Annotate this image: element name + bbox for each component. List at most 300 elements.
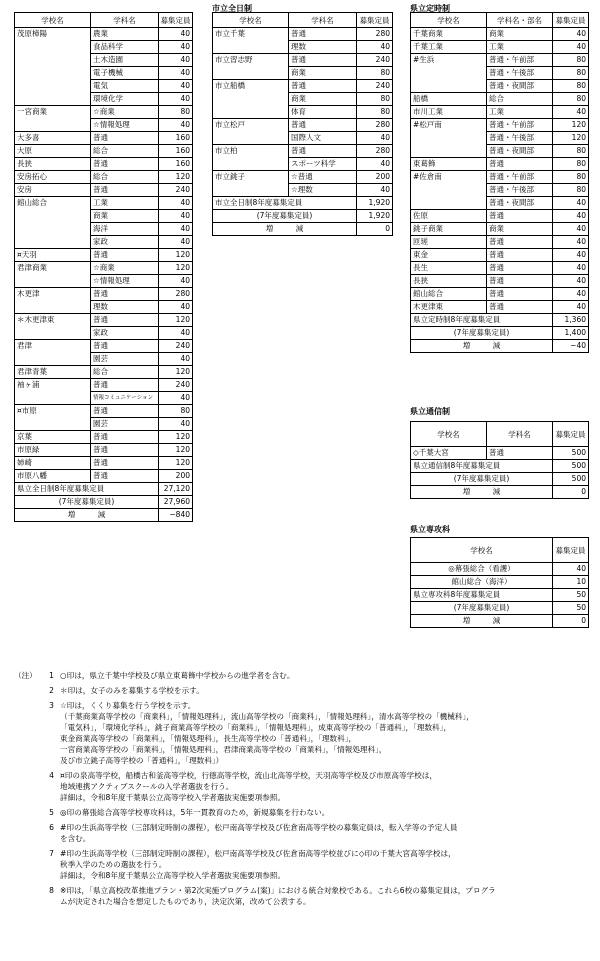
dept-name: 農業: [91, 28, 159, 41]
school-name: 大原: [15, 145, 91, 158]
capacity: 120: [159, 366, 193, 379]
note-number: 4: [49, 771, 54, 780]
prev-row-value: 27,960: [159, 496, 193, 509]
capacity: 240: [159, 340, 193, 353]
note-body: [60, 807, 594, 818]
note-body: [60, 770, 594, 803]
capacity: 120: [159, 171, 193, 184]
notes-head-spacer: [14, 822, 40, 844]
capacity: 40: [553, 210, 589, 223]
school-name: ¤市原: [15, 405, 91, 431]
capacity: 40: [357, 184, 393, 197]
table-row: [411, 28, 589, 41]
col-dept: 学科名: [91, 13, 159, 28]
capacity: 40: [553, 236, 589, 249]
note-number: 8: [49, 886, 54, 895]
total-row: [411, 314, 589, 327]
total-row-value: 27,120: [159, 483, 193, 496]
prev-row-label: (7年度募集定員): [411, 602, 553, 615]
capacity: 40: [159, 41, 193, 54]
school-name: 東葛飾: [411, 158, 487, 171]
dept-name: 普通・午後部: [487, 67, 553, 80]
note-number: 5: [49, 808, 54, 817]
school-name: 長狭: [411, 275, 487, 288]
capacity: 120: [159, 249, 193, 262]
notes-head: （注）: [14, 671, 37, 680]
note-item: [14, 822, 594, 844]
pub-spec-title: 県立専攻科: [410, 525, 450, 534]
diff-row-label: 増 減: [15, 509, 159, 522]
dept-name: 普通: [91, 288, 159, 301]
school-name: 君津青葉: [15, 366, 91, 379]
note-line: #印の生浜高等学校（三部制定時制の課程），松戸南高等学校及び佐倉南高等学校並びに◇印の千葉大宮高等学校は，: [60, 849, 456, 858]
capacity: 200: [357, 171, 393, 184]
school-name: 市原八幡: [15, 470, 91, 483]
diff-row-value: 0: [553, 486, 589, 499]
note-item: [14, 807, 594, 818]
diff-row-value: 0: [357, 223, 393, 236]
dept-name: 体育: [289, 106, 357, 119]
table-row: [411, 171, 589, 184]
dept-name: 商業: [487, 28, 553, 41]
dept-name: ☆商業: [91, 106, 159, 119]
dept-name: ☆理数: [289, 184, 357, 197]
capacity: 80: [357, 93, 393, 106]
pub-corr-title: 県立通信制: [410, 407, 450, 416]
dept-name: 商業: [289, 67, 357, 80]
note-number: 7: [49, 849, 54, 858]
capacity: 280: [357, 28, 393, 41]
dept-name: 普通: [487, 262, 553, 275]
table-row: [15, 132, 193, 145]
school-name: ◇千葉大宮: [411, 447, 487, 460]
prev-row-value: 50: [553, 602, 589, 615]
notes-head-spacer: [14, 770, 40, 803]
capacity: 40: [553, 249, 589, 262]
table-row: [213, 80, 393, 93]
pub-part-table: [410, 12, 589, 353]
dept-name: 普通: [91, 314, 159, 327]
dept-name: 普通・午前部: [487, 54, 553, 67]
total-row: [15, 483, 193, 496]
note-line: ◎印の幕張総合高等学校専攻科は，5年一貫教育のため，新規募集を行わない。: [60, 808, 330, 817]
dept-name: 普通: [91, 158, 159, 171]
capacity: 40: [159, 301, 193, 314]
table-row: [213, 119, 393, 132]
note-line: 及び市立銚子高等学校の「普通科」，「理数科」）: [60, 756, 224, 765]
school-name: ＊木更津東: [15, 314, 91, 340]
school-name: 館山総合: [411, 288, 487, 301]
total-row-label: 県立専攻科8年度募集定員: [411, 589, 553, 602]
capacity: 40: [159, 197, 193, 210]
pub-part-title: 県立定時制: [410, 4, 450, 13]
school-name: 安房拓心: [15, 171, 91, 184]
capacity: 40: [159, 353, 193, 366]
capacity: 240: [159, 379, 193, 392]
school-name: 市立松戸: [213, 119, 289, 145]
dept-name: 工業: [91, 197, 159, 210]
capacity: 40: [159, 54, 193, 67]
capacity: 160: [159, 132, 193, 145]
school-name: 市立習志野: [213, 54, 289, 80]
capacity: 80: [553, 184, 589, 197]
school-name: 市立柏: [213, 145, 289, 171]
note-body: [60, 685, 594, 696]
note-line: ○印は，県立千葉中学校及び県立東葛飾中学校からの進学者を含む。: [60, 671, 295, 680]
dept-name: 普通: [487, 236, 553, 249]
dept-name: 普通: [487, 158, 553, 171]
table-row: [411, 119, 589, 132]
note-item: [14, 670, 594, 681]
dept-name: 情報コミュニケーション: [91, 392, 159, 405]
table-row: [15, 28, 193, 41]
capacity: 80: [553, 54, 589, 67]
capacity: 80: [357, 106, 393, 119]
capacity: 40: [553, 288, 589, 301]
total-row-value: 50: [553, 589, 589, 602]
table-row: [15, 431, 193, 444]
pub-spec-table: [410, 537, 589, 628]
capacity: 120: [553, 132, 589, 145]
school-name: 京葉: [15, 431, 91, 444]
table-row: [411, 563, 589, 576]
notes-head-spacer: [14, 807, 40, 818]
table-row: [15, 171, 193, 184]
note-body: [60, 670, 594, 681]
table-row: [15, 314, 193, 327]
capacity: 280: [159, 288, 193, 301]
table-row: [411, 249, 589, 262]
diff-row: [411, 486, 589, 499]
capacity: 280: [357, 119, 393, 132]
capacity: 80: [553, 67, 589, 80]
capacity: 40: [159, 28, 193, 41]
table-row: [411, 275, 589, 288]
table-row: [411, 106, 589, 119]
col-school: 学校名: [411, 538, 553, 563]
capacity: 40: [159, 392, 193, 405]
diff-row-label: 増 減: [411, 340, 553, 353]
note-line: 詳細は，令和8年度千葉県公立高等学校入学者選抜実施要項参照。: [60, 793, 286, 802]
table-row: [411, 54, 589, 67]
capacity: 280: [357, 145, 393, 158]
diff-row-label: 増 減: [411, 486, 553, 499]
capacity: 40: [159, 236, 193, 249]
table-row: [411, 576, 589, 589]
school-name: 館山総合（海洋）: [411, 576, 553, 589]
pub-full-table: [14, 12, 193, 522]
table-row: [411, 223, 589, 236]
table-row: [411, 236, 589, 249]
dept-name: 家政: [91, 236, 159, 249]
table-row: [411, 447, 589, 460]
dept-name: 普通: [91, 379, 159, 392]
capacity: 80: [553, 93, 589, 106]
table-row: [15, 470, 193, 483]
note-number: 6: [49, 823, 54, 832]
dept-name: 普通・午後部: [487, 184, 553, 197]
dept-name: 普通: [289, 80, 357, 93]
capacity: 40: [553, 41, 589, 54]
dept-name: 普通・夜間部: [487, 80, 553, 93]
capacity: 40: [357, 158, 393, 171]
capacity: 80: [553, 171, 589, 184]
col-cap: 募集定員: [553, 422, 589, 447]
table-row: [411, 93, 589, 106]
note-body: [60, 885, 594, 907]
capacity: 40: [553, 275, 589, 288]
capacity: 120: [159, 262, 193, 275]
note-line: ※印は，「県立高校改革推進プラン・第2次実施プログラム(案)」における統合対象校である。これら6校の募集定員は，プログラ: [60, 886, 496, 895]
diff-row-value: −840: [159, 509, 193, 522]
dept-name: 商業: [289, 93, 357, 106]
col-dept: 学科名: [289, 13, 357, 28]
dept-name: 普通: [91, 184, 159, 197]
school-name: 千葉工業: [411, 41, 487, 54]
col-school: 学校名: [411, 13, 487, 28]
table-row: [15, 249, 193, 262]
table-row: [411, 41, 589, 54]
school-name: 君津商業: [15, 262, 91, 288]
dept-name: 土木造園: [91, 54, 159, 67]
dept-name: 海洋: [91, 223, 159, 236]
diff-row-label: 増 減: [411, 615, 553, 628]
table-row: [213, 54, 393, 67]
prev-row: [213, 210, 393, 223]
note-item: [14, 770, 594, 803]
capacity: 80: [553, 80, 589, 93]
note-line: #印の生浜高等学校（三部制定時制の課程），松戸南高等学校及び佐倉南高等学校の募集定員は，転入学等の予定人員: [60, 823, 458, 832]
diff-row-label: 増 減: [213, 223, 357, 236]
capacity: 40: [553, 563, 589, 576]
diff-row-value: −40: [553, 340, 589, 353]
table-row: [213, 28, 393, 41]
table-row: [15, 197, 193, 210]
diff-row: [15, 509, 193, 522]
capacity: 240: [357, 80, 393, 93]
dept-name: 普通・夜間部: [487, 145, 553, 158]
table-row: [213, 145, 393, 158]
dept-name: 普通・夜間部: [487, 197, 553, 210]
dept-name: 商業: [487, 223, 553, 236]
table-row: [213, 171, 393, 184]
school-name: #佐倉南: [411, 171, 487, 210]
capacity: 40: [553, 262, 589, 275]
capacity: 240: [159, 184, 193, 197]
table-row: [15, 340, 193, 353]
dept-name: 普通: [487, 301, 553, 314]
capacity: 40: [553, 301, 589, 314]
notes-head-spacer: [14, 848, 40, 881]
dept-name: 普通: [487, 288, 553, 301]
total-row-label: 県立通信制8年度募集定員: [411, 460, 553, 473]
school-name: 君津: [15, 340, 91, 366]
note-item: [14, 885, 594, 907]
capacity: 40: [159, 275, 193, 288]
note-body: [60, 822, 594, 844]
capacity: 160: [159, 158, 193, 171]
note-item: [14, 700, 594, 766]
capacity: 120: [159, 457, 193, 470]
diff-row: [411, 340, 589, 353]
dept-name: 普通: [91, 431, 159, 444]
dept-name: 普通: [91, 132, 159, 145]
total-row: [411, 460, 589, 473]
capacity: 80: [159, 106, 193, 119]
note-line: 一宮商業高等学校の「商業科」，「情報処理科」，君津商業高等学校の「商業科」，「情報処理科」，: [60, 745, 387, 754]
dept-name: 普通: [91, 405, 159, 418]
school-name: 茂原樟陽: [15, 28, 91, 106]
table-row: [15, 288, 193, 301]
school-name: 市原緑: [15, 444, 91, 457]
dept-name: ☆商業: [91, 262, 159, 275]
table-row: [15, 457, 193, 470]
total-row-label: 県立定時制8年度募集定員: [411, 314, 553, 327]
capacity: 40: [357, 41, 393, 54]
dept-name: 商業: [91, 210, 159, 223]
dept-name: 普通: [289, 54, 357, 67]
dept-name: 電気: [91, 80, 159, 93]
pub-corr-table: [410, 421, 589, 499]
school-name: 木更津: [15, 288, 91, 314]
table-row: [15, 379, 193, 392]
school-name: ¤天羽: [15, 249, 91, 262]
note-line: ¤印の泉高等学校，船橋古和釜高等学校，行徳高等学校，流山北高等学校，天羽高等学校及び市原高等学校は，: [60, 771, 437, 780]
dept-name: ☆情報処理: [91, 275, 159, 288]
dept-name: 普通: [487, 249, 553, 262]
dept-name: 国際人文: [289, 132, 357, 145]
dept-name: 総合: [91, 171, 159, 184]
capacity: 80: [159, 405, 193, 418]
capacity: 120: [159, 444, 193, 457]
table-row: [15, 158, 193, 171]
col-cap: 募集定員: [553, 538, 589, 563]
dept-name: ☆普通: [289, 171, 357, 184]
col-cap: 募集定員: [357, 13, 393, 28]
school-name: 船橋: [411, 93, 487, 106]
note-line: 詳細は，令和8年度千葉県公立高等学校入学者選抜実施要項参照。: [60, 871, 286, 880]
dept-name: 工業: [487, 106, 553, 119]
capacity: 40: [159, 223, 193, 236]
capacity: 40: [159, 80, 193, 93]
dept-name: ☆情報処理: [91, 119, 159, 132]
prev-row-value: 1,920: [357, 210, 393, 223]
school-name: 市立船橋: [213, 80, 289, 119]
note-body: [60, 848, 594, 881]
note-line: 東金商業高等学校の「商業科」，「情報処理科」，長生高等学校の「普通科」，「理数科」，: [60, 734, 357, 743]
school-name: 長生: [411, 262, 487, 275]
school-name: 大多喜: [15, 132, 91, 145]
capacity: 80: [553, 158, 589, 171]
capacity: 40: [357, 132, 393, 145]
total-row-value: 500: [553, 460, 589, 473]
prev-row: [411, 327, 589, 340]
capacity: 40: [553, 106, 589, 119]
dept-name: 理数: [289, 41, 357, 54]
school-name: #生浜: [411, 54, 487, 93]
dept-name: 工業: [487, 41, 553, 54]
dept-name: 普通: [91, 470, 159, 483]
dept-name: スポーツ科学: [289, 158, 357, 171]
note-number: 3: [49, 701, 54, 710]
capacity: 200: [159, 470, 193, 483]
capacity: 40: [159, 67, 193, 80]
table-row: [15, 106, 193, 119]
capacity: 240: [357, 54, 393, 67]
dept-name: 普通: [91, 457, 159, 470]
dept-name: 普通: [289, 119, 357, 132]
school-name: 市立千葉: [213, 28, 289, 54]
table-row: [15, 262, 193, 275]
dept-name: 普通: [91, 249, 159, 262]
city-full-table: [212, 12, 393, 236]
capacity: 40: [159, 119, 193, 132]
dept-name: 普通・午前部: [487, 119, 553, 132]
note-line: （千葉商業高等学校の「商業科」，「情報処理科」，流山高等学校の「商業科」，「情報処理科」，清水高等学校の「機械科」，: [60, 712, 474, 721]
capacity: 120: [553, 119, 589, 132]
note-line: 秋季入学のための選抜を行う。: [60, 860, 167, 869]
notes-head-spacer: [14, 700, 40, 766]
dept-name: 普通: [91, 444, 159, 457]
school-name: 木更津東: [411, 301, 487, 314]
prev-row-label: (7年度募集定員): [15, 496, 159, 509]
school-name: 東金: [411, 249, 487, 262]
capacity: 40: [159, 93, 193, 106]
note-body: [60, 700, 594, 766]
dept-name: 園芸: [91, 353, 159, 366]
dept-name: 普通: [487, 275, 553, 288]
prev-row: [411, 473, 589, 486]
capacity: 40: [553, 28, 589, 41]
dept-name: 総合: [487, 93, 553, 106]
note-line: を含む。: [60, 834, 91, 843]
table-row: [411, 210, 589, 223]
school-name: 一宮商業: [15, 106, 91, 132]
prev-row-label: (7年度募集定員): [411, 473, 553, 486]
school-name: 長狭: [15, 158, 91, 171]
school-name: 千葉商業: [411, 28, 487, 41]
dept-name: 普通: [487, 210, 553, 223]
capacity: 120: [159, 431, 193, 444]
table-row: [411, 301, 589, 314]
dept-name: 総合: [91, 145, 159, 158]
capacity: 10: [553, 576, 589, 589]
table-row: [15, 145, 193, 158]
note-line: ☆印は，くくり募集を行う学校を示す。: [60, 701, 196, 710]
dept-name: 食品科学: [91, 41, 159, 54]
dept-name: 家政: [91, 327, 159, 340]
school-name: 安房: [15, 184, 91, 197]
table-row: [411, 288, 589, 301]
prev-row-label: (7年度募集定員): [213, 210, 357, 223]
dept-name: 普通: [289, 28, 357, 41]
col-school: 学校名: [15, 13, 91, 28]
diff-row-value: 0: [553, 615, 589, 628]
prev-row: [411, 602, 589, 615]
notes-head-spacer: [14, 685, 40, 696]
school-name: ◎幕張総合（看護）: [411, 563, 553, 576]
note-line: ＊印は，女子のみを募集する学校を示す。: [60, 686, 204, 695]
col-cap: 募集定員: [159, 13, 193, 28]
capacity: 80: [553, 145, 589, 158]
col-school: 学校名: [213, 13, 289, 28]
table-row: [15, 184, 193, 197]
dept-name: 普通: [289, 145, 357, 158]
col-dept: 学科名・部名: [487, 13, 553, 28]
note-line: 地域連携アクティブスクールの入学者選抜を行う。: [60, 782, 234, 791]
note-number: 2: [49, 686, 54, 695]
dept-name: 電子機械: [91, 67, 159, 80]
